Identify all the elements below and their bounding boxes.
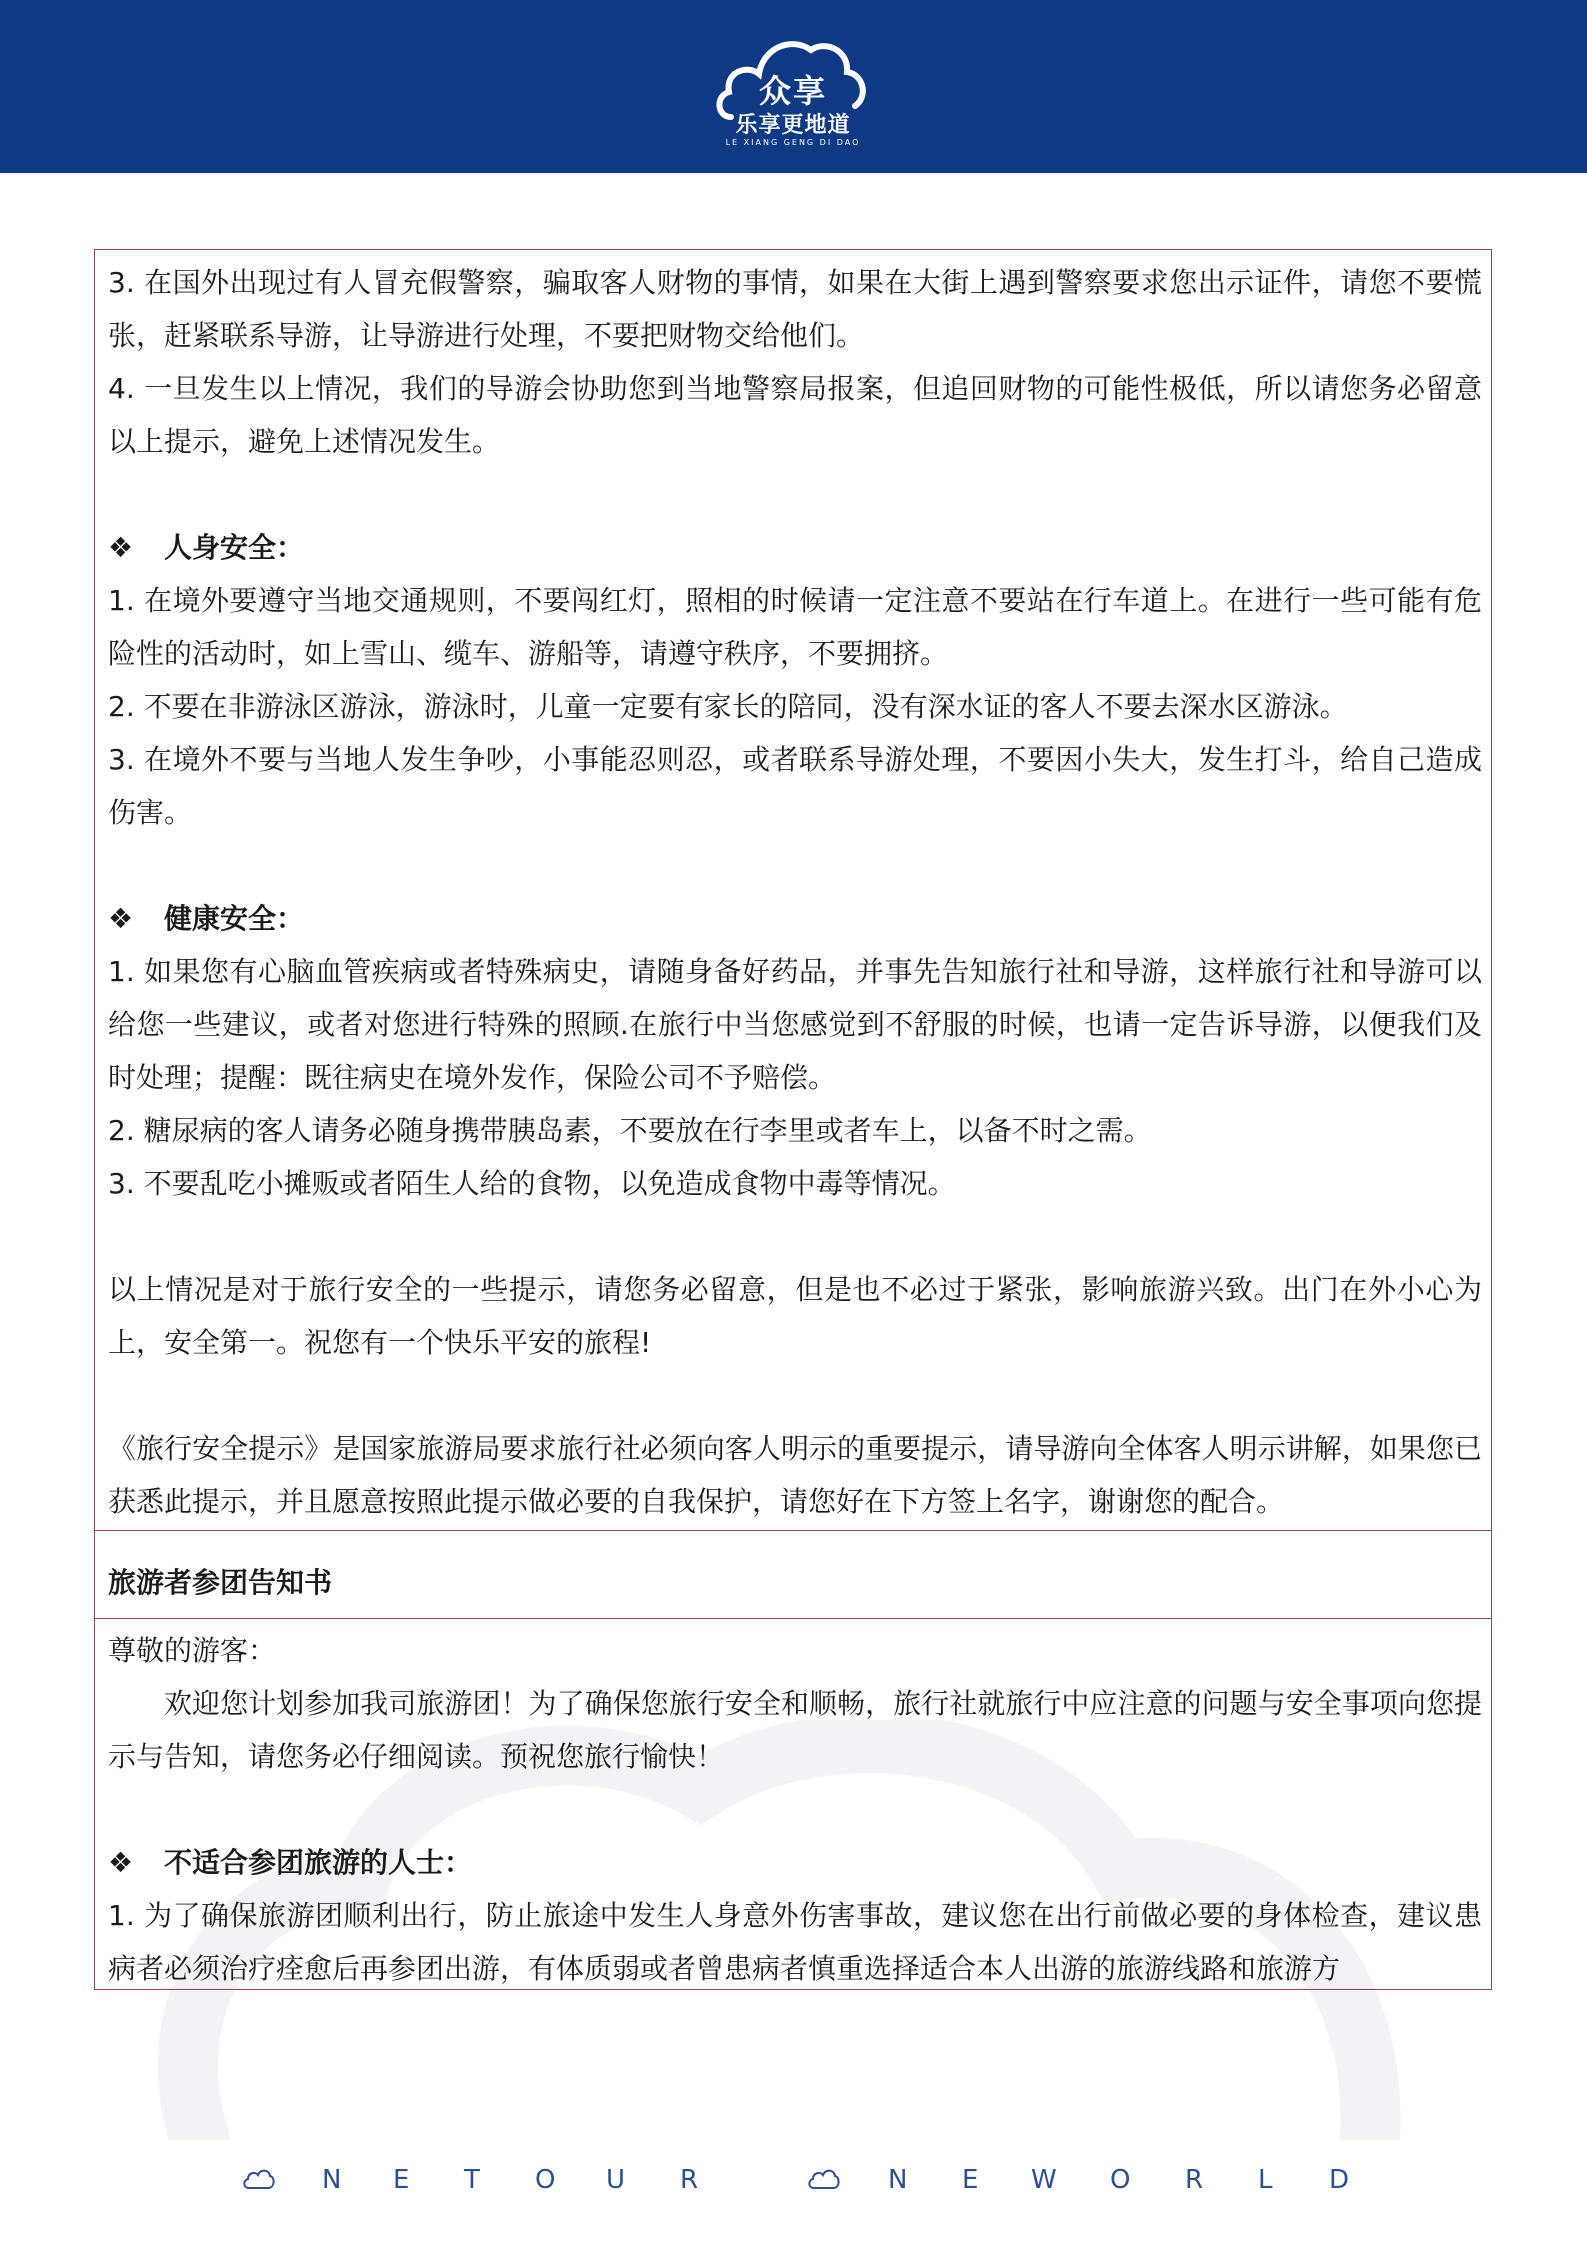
paragraph: 1. 为了确保旅游团顺利出行，防止旅途中发生人身意外伤害事故，建议您在出行前做必要的身体检查，建议患病者必须治疗痊愈后再参团出游，有体质弱或者曾患病者慎重选择适合本人出游的旅游线路和旅游方 [108, 1899, 1482, 1985]
heading-label: 健康安全： [164, 902, 305, 935]
heading-label: 不适合参团旅游的人士： [164, 1846, 473, 1879]
footer-letter: T [464, 2165, 480, 2195]
blank-line [108, 1369, 1482, 1422]
paragraph: 2. 糖尿病的客人请务必随身携带胰岛素，不要放在行李里或者车上，以备不时之需。 [108, 1114, 1152, 1147]
blank-line [108, 839, 1482, 892]
footer-letter: O [1110, 2165, 1131, 2195]
paragraph: 4. 一旦发生以上情况，我们的导游会协助您到当地警察局报案，但追回财物的可能性极低，所以请您务必留意以上提示，避免上述情况发生。 [108, 372, 1482, 458]
section-divider-bottom [94, 1618, 1492, 1619]
unsuitable-heading [108, 1836, 1482, 1889]
brand-name: 众享 [758, 72, 827, 110]
greeting: 尊敬的游客： [108, 1634, 277, 1667]
welcome-paragraph: 欢迎您计划参加我司旅游团！为了确保您旅行安全和顺畅，旅行社就旅行中应注意的问题与安全事项向您提示与告知，请您务必仔细阅读。预祝您旅行愉快！ [108, 1687, 1482, 1773]
heading-label: 人身安全： [164, 531, 305, 564]
footer-letter: D [1329, 2165, 1350, 2195]
header-banner [0, 0, 1587, 173]
footer-letter: E [393, 2165, 410, 2195]
section-title: 旅游者参团告知书 [108, 1566, 333, 1599]
footer-tagline [0, 2160, 1587, 2200]
footer-letter: R [1185, 2165, 1204, 2195]
health-safety-heading [108, 892, 1482, 945]
footer-letter: R [680, 2165, 699, 2195]
brand-pinyin: LE XIANG GENG DI DAO [725, 138, 861, 147]
personal-safety-heading [108, 521, 1482, 574]
diamond-bullet-icon: ❖ [108, 902, 134, 935]
blank-line [108, 468, 1482, 521]
diamond-bullet-icon: ❖ [108, 1846, 134, 1879]
diamond-bullet-icon: ❖ [108, 531, 134, 564]
brand-slogan: 乐享更地道 [735, 113, 851, 138]
paragraph: 1. 在境外要遵守当地交通规则，不要闯红灯，照相的时候请一定注意不要站在行车道上。在进行一些可能有危险性的活动时，如上雪山、缆车、游船等，请遵守秩序，不要拥挤。 [108, 584, 1482, 670]
footer-letter: N [322, 2165, 342, 2195]
paragraph: 3. 在国外出现过有人冒充假警察，骗取客人财物的事情，如果在大街上遇到警察要求您出示证件，请您不要慌张，赶紧联系导游，让导游进行处理，不要把财物交给他们。 [108, 266, 1482, 352]
blank-line [108, 1210, 1482, 1263]
participant-notice-body [108, 1624, 1482, 1995]
safety-tips-body [108, 256, 1482, 1528]
footer-letter: N [888, 2165, 908, 2195]
section-divider-top [94, 1530, 1492, 1531]
paragraph: 1. 如果您有心脑血管疾病或者特殊病史，请随身备好药品，并事先告知旅行社和导游，这样旅行社和导游可以给您一些建议，或者对您进行特殊的照顾.在旅行中当您感觉到不舒服的时候，也请一定告诉导游，以便我们及时处理；提醒：既往病史在境外发作，保险公司不予赔偿。 [108, 955, 1482, 1094]
paragraph: 3. 不要乱吃小摊贩或者陌生人给的食物，以免造成食物中毒等情况。 [108, 1167, 956, 1200]
paragraph: 3. 在境外不要与当地人发生争吵，小事能忍则忍，或者联系导游处理，不要因小失大，发生打斗，给自己造成伤害。 [108, 743, 1482, 829]
summary-paragraph: 以上情况是对于旅行安全的一些提示，请您务必留意，但是也不必过于紧张，影响旅游兴致。出门在外小心为上，安全第一。祝您有一个快乐平安的旅程! [108, 1273, 1482, 1359]
footer-letter: O [535, 2165, 556, 2195]
footer-letter: L [1258, 2165, 1273, 2195]
notice-paragraph: 《旅行安全提示》是国家旅游局要求旅行社必须向客人明示的重要提示，请导游向全体客人明示讲解，如果您已获悉此提示，并且愿意按照此提示做必要的自我保护，请您好在下方签上名字，谢谢您的配合。 [108, 1432, 1482, 1518]
paragraph: 2. 不要在非游泳区游泳，游泳时，儿童一定要有家长的陪同，没有深水证的客人不要去深水区游泳。 [108, 690, 1348, 723]
cloud-icon [807, 2166, 841, 2192]
footer-letter: E [962, 2165, 979, 2195]
footer-letter: W [1031, 2165, 1057, 2195]
brand-logo [713, 22, 873, 152]
footer-letter: U [606, 2165, 626, 2195]
cloud-icon [242, 2166, 276, 2192]
blank-line [108, 1783, 1482, 1836]
